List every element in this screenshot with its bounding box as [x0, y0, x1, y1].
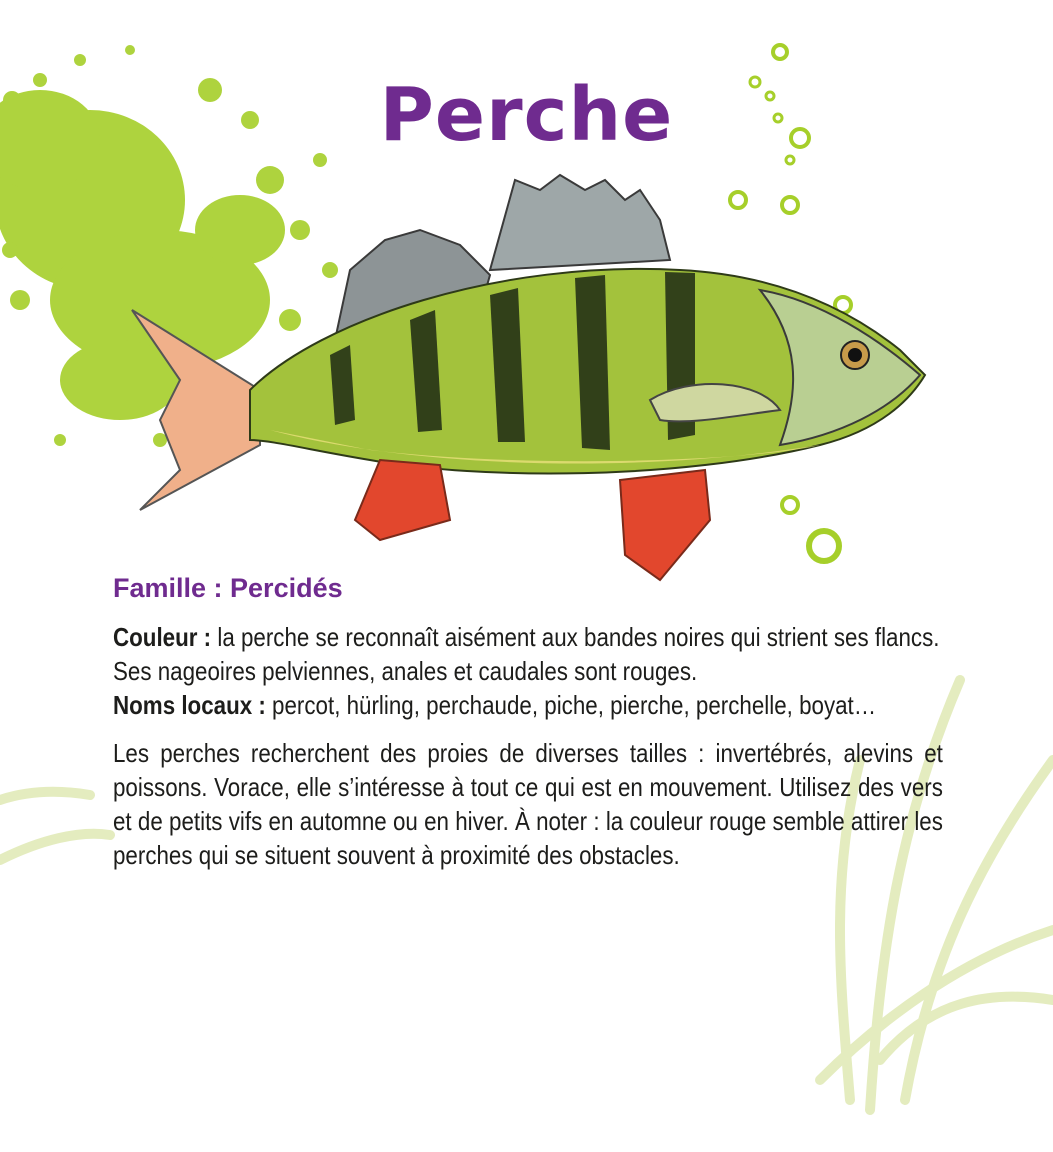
famille-heading: Famille : Percidés: [113, 573, 343, 603]
dorsal-fin-rear: [490, 175, 670, 270]
noms-locaux-text: percot, hürling, perchaude, piche, pierche, perchelle, boyat…: [265, 690, 877, 720]
perch-illustration: [120, 160, 940, 600]
anal-fin: [620, 470, 710, 580]
couleur-label: Couleur :: [113, 622, 212, 652]
couleur-text: la perche se reconnaît aisément aux bandes noires qui strient ses flancs. Ses nageoires pelviennes, anales et caudales sont rouges.: [113, 622, 940, 686]
eye: [841, 341, 869, 369]
description-paragraph: Les perches recherchent des proies de diverses tailles : invertébrés, alevins et poissons. Vorace, elle s’intéresse à tout ce qui est en mouvement. Utilisez des vers et de petits vifs en automne ou en hiver. À noter : la couleur rouge semble attirer les perches qui se situent souvent à proximité des obstacles.: [113, 738, 943, 870]
tail-fin: [132, 310, 260, 510]
description-block: [113, 573, 943, 872]
couleur-paragraph: [113, 620, 943, 722]
noms-locaux-label: Noms locaux :: [113, 690, 266, 720]
page-title: Perche: [379, 72, 674, 158]
pelvic-fin: [355, 460, 450, 540]
